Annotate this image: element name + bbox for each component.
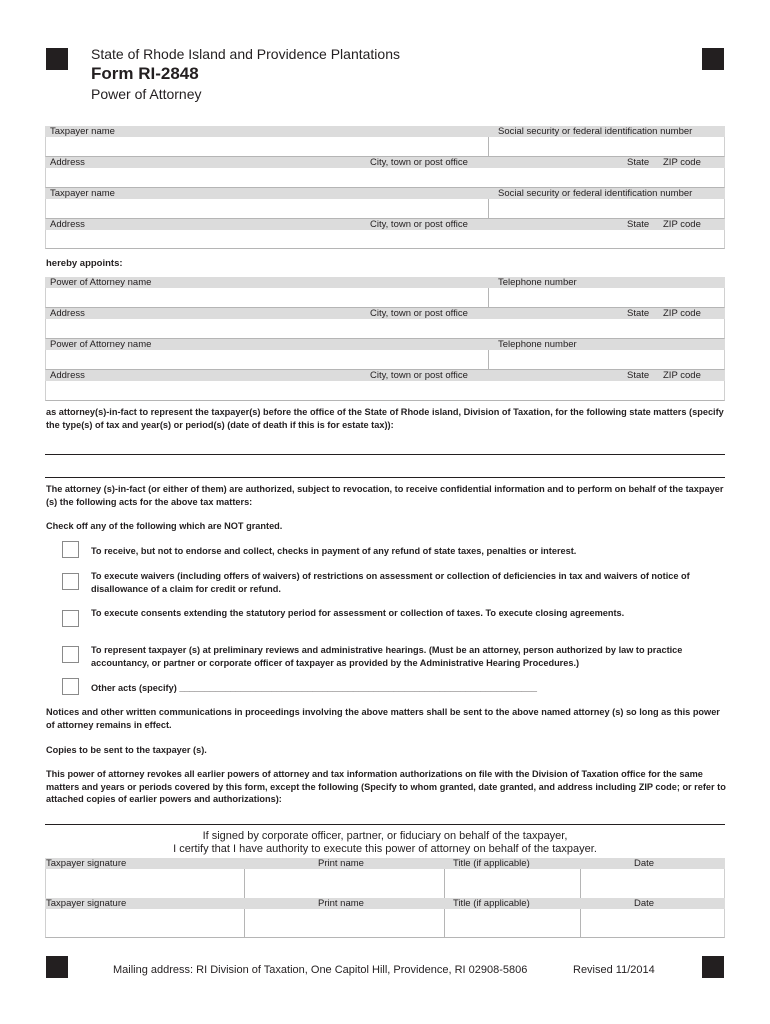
city-label: City, town or post office	[370, 219, 468, 230]
execute-consents-text: To execute consents extending the statutory period for assessment or collection of taxes. To execute closing agreements.	[91, 608, 625, 618]
state-label: State	[627, 308, 650, 319]
mailing-address: Mailing address: RI Division of Taxation, One Capitol Hill, Providence, RI 02908-5806	[113, 964, 528, 976]
notices-text: Notices and other written communications in proceedings involving the above matters shall be sent to the above named attorney (s) so long as this power of attorney remains in effect.	[46, 707, 720, 730]
state-title: State of Rhode Island and Providence Plantations	[91, 46, 400, 62]
field-divider	[444, 909, 445, 938]
tax-matters-line-2[interactable]	[45, 477, 725, 478]
title-label: Title (if applicable)	[453, 898, 530, 909]
address-label: Address	[50, 219, 85, 230]
authorized-text: The attorney (s)-in-fact (or either of them) are authorized, subject to revocation, to receive confidential information and to perform on behalf of the taxpayer (s) the following acts for the above tax matters:	[46, 484, 724, 507]
poa-name-label: Power of Attorney name	[50, 339, 152, 350]
registration-mark-bottom-right	[702, 956, 724, 978]
date-label: Date	[634, 858, 655, 869]
field-divider	[488, 288, 489, 308]
date-label: Date	[634, 898, 655, 909]
print-name-label: Print name	[318, 898, 364, 909]
title-label: Title (if applicable)	[453, 858, 530, 869]
revokes-text: This power of attorney revokes all earlier powers of attorney and tax information authorizations on file with the Division of Taxation office for the same matters and years or periods covered by this form, except the following (Specify to whom granted, date granted, and address including ZIP code; or refer to attached copies of earlier powers and authorizations):	[46, 769, 726, 804]
revised-date: Revised 11/2014	[573, 964, 655, 976]
check-off-instruction: Check off any of the following which are NOT granted.	[46, 521, 283, 531]
represent-taxpayer-text: To represent taxpayer (s) at preliminary reviews and administrative hearings. (Must be an attorney, person authorized by law to practice accountancy, or partner or corporate officer of taxpayer as provided by the Administrative Hearing Procedures.)	[91, 645, 683, 668]
signature-field-2[interactable]	[45, 909, 725, 938]
address-label: Address	[50, 370, 85, 381]
execute-waivers-text: To execute waivers (including offers of waivers) of restrictions on assessment or collection of deficiencies in tax and waivers of notice of disallowance of a claim for credit or refund.	[91, 571, 690, 594]
field-divider	[580, 869, 581, 899]
poa-name-field-2[interactable]	[45, 350, 725, 370]
checkbox-execute-waivers[interactable]	[62, 573, 79, 590]
tax-matters-line-1[interactable]	[45, 454, 725, 455]
registration-mark-top-right	[702, 48, 724, 70]
poa-address-field-1[interactable]	[45, 319, 725, 339]
copies-text: Copies to be sent to the taxpayer (s).	[46, 745, 207, 755]
zip-label: ZIP code	[663, 219, 701, 230]
state-label: State	[627, 219, 650, 230]
telephone-label: Telephone number	[498, 339, 577, 350]
checkbox-other-acts[interactable]	[62, 678, 79, 695]
poa-address-field-2[interactable]	[45, 381, 725, 401]
field-divider	[488, 350, 489, 370]
form-number: Form RI-2848	[91, 64, 199, 83]
attorney-in-fact-text: as attorney(s)-in-fact to represent the taxpayer(s) before the office of the State of Rhode island, Division of Taxation, for the following state matters (specify the type(s) of tax and year(s) or period(s) (date of death if this is for estate tax)):	[46, 407, 724, 430]
field-divider	[488, 137, 489, 157]
ssn-label: Social security or federal identification number	[498, 188, 693, 199]
checkbox-receive-refunds[interactable]	[62, 541, 79, 558]
taxpayer-name-label: Taxpayer name	[50, 126, 115, 137]
form-subtitle: Power of Attorney	[91, 86, 202, 102]
poa-name-field-1[interactable]	[45, 288, 725, 308]
field-divider	[244, 869, 245, 899]
zip-label: ZIP code	[663, 308, 701, 319]
city-label: City, town or post office	[370, 157, 468, 168]
ssn-label: Social security or federal identification number	[498, 126, 693, 137]
earlier-powers-line[interactable]	[45, 824, 725, 825]
field-divider	[444, 869, 445, 899]
address-label: Address	[50, 157, 85, 168]
certify-line-2: I certify that I have authority to execute this power of attorney on behalf of the taxpayer.	[173, 843, 597, 855]
receive-refunds-text: To receive, but not to endorse and collect, checks in payment of any refund of state taxes, penalties or interest.	[91, 546, 577, 556]
taxpayer-signature-label: Taxpayer signature	[46, 898, 127, 909]
taxpayer-address-field-1[interactable]	[45, 168, 725, 188]
taxpayer-name-field-1[interactable]	[45, 137, 725, 157]
telephone-label: Telephone number	[498, 277, 577, 288]
label-bar	[45, 858, 725, 869]
zip-label: ZIP code	[663, 157, 701, 168]
taxpayer-address-field-2[interactable]	[45, 230, 725, 249]
city-label: City, town or post office	[370, 308, 468, 319]
signature-field-1[interactable]	[45, 869, 725, 899]
taxpayer-signature-label: Taxpayer signature	[46, 858, 127, 869]
field-divider	[580, 909, 581, 938]
checkbox-represent-taxpayer[interactable]	[62, 646, 79, 663]
state-label: State	[627, 157, 650, 168]
checkbox-execute-consents[interactable]	[62, 610, 79, 627]
field-divider	[488, 199, 489, 219]
other-acts-text: Other acts (specify) ______________________________________________________________________	[91, 683, 538, 693]
certify-line-1: If signed by corporate officer, partner, or fiduciary on behalf of the taxpayer,	[202, 830, 568, 842]
taxpayer-name-field-2[interactable]	[45, 199, 725, 219]
label-bar	[45, 898, 725, 909]
print-name-label: Print name	[318, 858, 364, 869]
state-label: State	[627, 370, 650, 381]
registration-mark-bottom-left	[46, 956, 68, 978]
zip-label: ZIP code	[663, 370, 701, 381]
taxpayer-name-label: Taxpayer name	[50, 188, 115, 199]
poa-name-label: Power of Attorney name	[50, 277, 152, 288]
field-divider	[244, 909, 245, 938]
registration-mark-top-left	[46, 48, 68, 70]
city-label: City, town or post office	[370, 370, 468, 381]
address-label: Address	[50, 308, 85, 319]
hereby-appoints: hereby appoints:	[46, 258, 123, 269]
